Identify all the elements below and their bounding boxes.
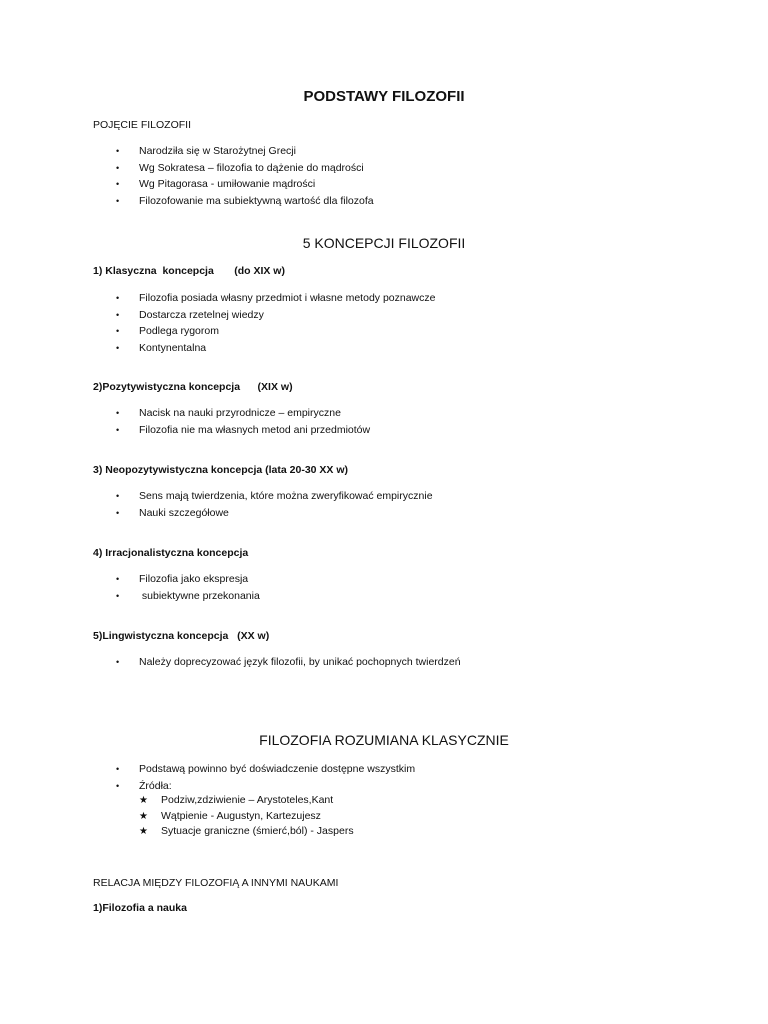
koncepcja-label-neopozytywistyczna: 3) Neopozytywistyczna koncepcja (lata 20-30 XX w): [93, 464, 349, 476]
bullet-icon: •: [116, 162, 120, 173]
bullet-icon: •: [116, 764, 120, 774]
koncepcja-label-klasyczna: 1) Klasyczna koncepcja (do XIX w): [93, 265, 285, 277]
bullet-icon: •: [116, 657, 120, 667]
koncepcja-label-lingwistyczna: 5)Lingwistyczna koncepcja (XX w): [93, 630, 270, 642]
section-heading-koncepcje: 5 KONCEPCJI FILOZOFII: [302, 235, 466, 251]
bullet-icon: •: [116, 574, 120, 584]
koncepcja-label-irracjonalistyczna: 4) Irracjonalistyczna koncepcja: [93, 547, 249, 559]
bullet-icon: •: [116, 590, 120, 601]
bullet-icon: •: [116, 408, 120, 418]
bullet-icon: •: [116, 179, 120, 189]
section-label-pojecie: POJĘCIE FILOZOFII: [93, 119, 192, 131]
bullet-icon: •: [116, 780, 120, 791]
document-page: PODSTAWY FILOZOFII POJĘCIE FILOZOFII • Narodziła się w Starożytnej Grecji • Wg Sokratesa – filozofia to dążenie do mądrości • Wg Pitagorasa - umiłowanie mądrości • Filozofowanie ma subiektywną wartość dla filozofa 5 KONCEPCJI FILOZOFII 1) Klasyczna koncepcja (do XIX w) • Filozofia posiada własny przedmiot i własne metody poznawcze • Dostarcza rzetelnej wiedzy • Podlega rygorom • Kontynentalna 2)Pozytywistyczna koncepcja (XIX w) • Nacisk na nauki przyrodnicze – empiryczne • Filozofia nie ma własnych metod ani przedmiotów 3) Neopozytywistyczna koncepcja (lata 20-30 XX w) • Sens mają twierdzenia, które można zweryfikować empirycznie • Nauki szczegółowe 4) Irracjonalistyczna koncepcja • Filozofia jako ekspresja • subiektywne przekonania 5)Lingwistyczna koncepcja (XX w) • Należy doprecyzować język filozofii, by unikać pochopnych twierdzeń FILOZOFIA ROZUMIANA KLASYCZNIE • Podstawą powinno być doświadczenie dostępne wszystkim • Źródła: ★ Podziw,zdziwienie – Arystoteles,Kant ★ Wątpienie - Augustyn, Kartezujesz ★ Sytuacje graniczne (śmierć,ból) - Jaspers RELACJA MIĘDZY FILOZOFIĄ A INNYMI NAUKAMI 1)Filozofia a nauka: [0, 0, 768, 1024]
bullet-icon: •: [116, 326, 120, 336]
star-icon: ★: [139, 810, 148, 822]
koncepcja-label-pozytywistyczna: 2)Pozytywistyczna koncepcja (XIX w): [93, 381, 293, 393]
section-label-relacja: RELACJA MIĘDZY FILOZOFIĄ A INNYMI NAUKAMI: [93, 877, 339, 889]
bullet-icon: •: [116, 342, 120, 353]
bullet-icon: •: [116, 195, 120, 206]
star-icon: ★: [139, 795, 148, 806]
bullet-icon: •: [116, 309, 120, 320]
bullet-icon: •: [116, 424, 120, 435]
bullet-icon: •: [116, 491, 120, 501]
bullet-icon: •: [116, 507, 120, 518]
star-icon: ★: [139, 826, 148, 837]
section-heading-klasycznie: FILOZOFIA ROZUMIANA KLASYCZNIE: [259, 732, 509, 748]
document-title: PODSTAWY FILOZOFII: [303, 88, 465, 105]
bullet-icon: •: [116, 293, 120, 303]
relacja-sub-label: 1)Filozofia a nauka: [93, 902, 187, 914]
bullet-icon: •: [116, 146, 120, 156]
